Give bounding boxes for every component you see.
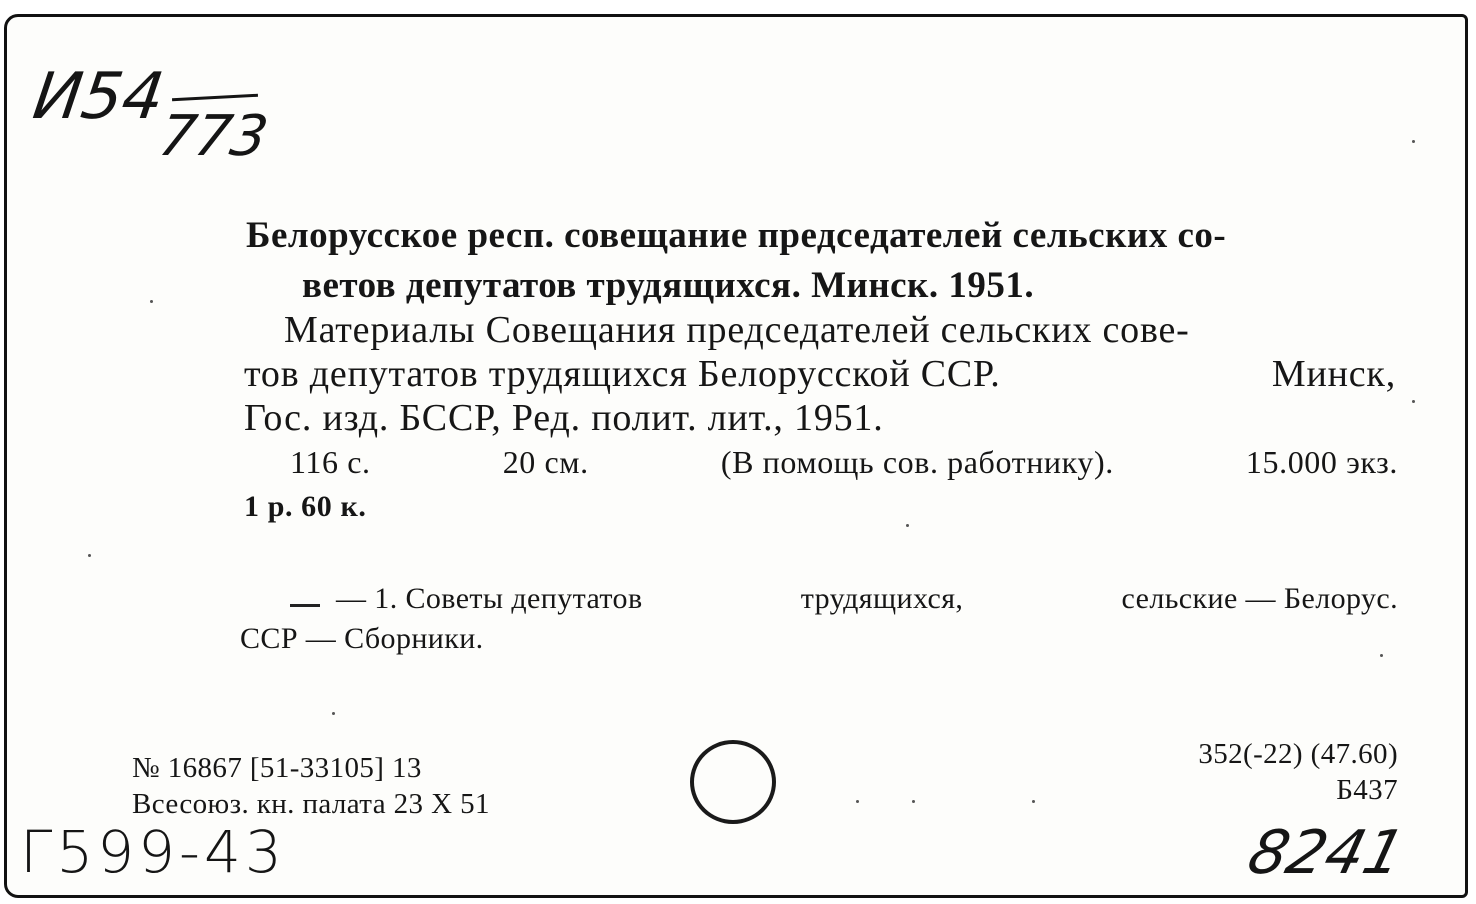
title-line-2 xyxy=(244,352,1396,396)
pages: 116 с. xyxy=(290,444,371,480)
author-mark: Б437 xyxy=(1336,774,1398,806)
registry-line-2: Всесоюз. кн. палата 23 X 51 xyxy=(132,788,490,820)
title-line-2-place: Минск, xyxy=(1271,353,1396,395)
subject-part-3: сельские — Белорус. xyxy=(1121,582,1398,615)
speck xyxy=(1032,800,1035,803)
speck xyxy=(906,524,909,527)
subject-line-2: ССР — Сборники. xyxy=(240,622,484,655)
speck xyxy=(1412,140,1415,143)
registry-line-1: № 16867 [51-33105] 13 xyxy=(132,752,422,784)
tracing-mark xyxy=(290,604,320,607)
collation-line xyxy=(290,444,1398,481)
title-line-1: Материалы Совещания председателей сельских сове- xyxy=(284,309,1190,351)
size: 20 см. xyxy=(502,444,589,480)
subject-line-1 xyxy=(336,582,1398,616)
heading-line-1: Белорусское респ. совещание председателей сельских со- xyxy=(246,215,1227,256)
handwritten-bottom-left: Г599-43 xyxy=(20,818,286,886)
speck xyxy=(856,800,859,803)
subject-part-2: трудящихся, xyxy=(800,582,964,615)
speck xyxy=(88,554,91,557)
subject-part-1: — 1. Советы депутатов xyxy=(336,582,643,615)
speck xyxy=(1380,654,1383,657)
shelfmark-prefix: И54 xyxy=(28,60,169,134)
title-line-2-main: тов депутатов трудящихся Белорусской ССР. xyxy=(244,353,1001,395)
speck xyxy=(332,712,335,715)
title-line-3: Гос. изд. БССР, Ред. полит. лит., 1951. xyxy=(244,397,884,439)
heading-line-2: ветов депутатов трудящихся. Минск. 1951. xyxy=(302,265,1035,306)
speck xyxy=(1412,400,1415,403)
speck xyxy=(912,800,915,803)
handwritten-bottom-right: 8241 xyxy=(1241,818,1412,888)
punch-hole-circle xyxy=(690,740,776,824)
speck xyxy=(150,300,153,303)
shelfmark-number: 773 xyxy=(154,104,273,169)
price: 1 р. 60 к. xyxy=(244,490,367,523)
copies: 15.000 экз. xyxy=(1245,444,1398,480)
series: (В помощь сов. работнику). xyxy=(720,444,1114,480)
classification-code: 352(-22) (47.60) xyxy=(1198,738,1398,770)
